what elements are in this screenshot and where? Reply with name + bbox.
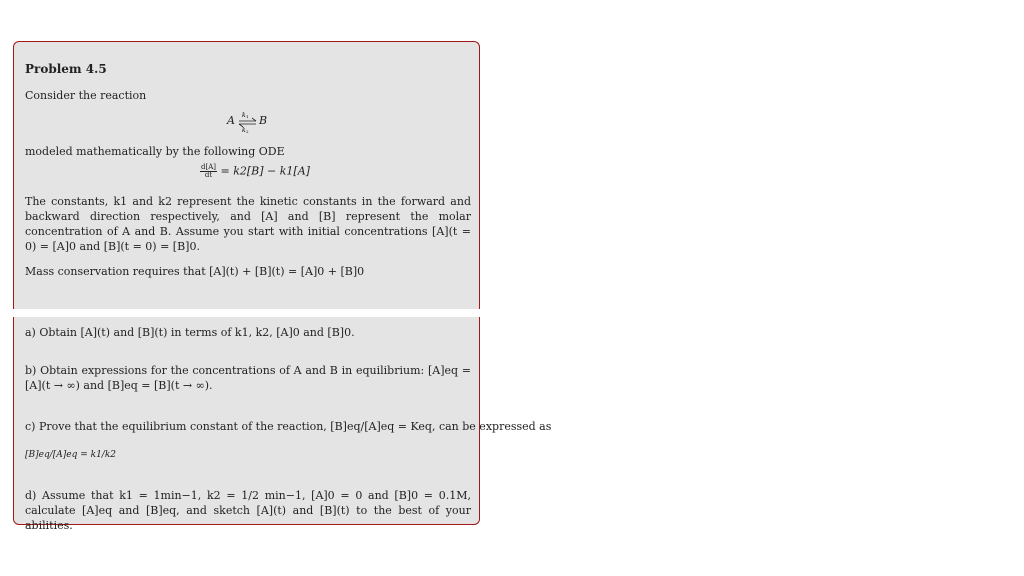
ode-fraction: $\frac{d[A]}{dt}$ [201,163,216,179]
question-c: c) Prove that the equilibrium constant of the reaction, [B]eq/[A]eq = Keq, can be expressed as [25,420,552,433]
questions-panel [13,317,552,532]
reaction-equation [227,109,267,137]
question-c-result: [B]eq/[A]eq = k1/k2 [25,450,117,460]
intro-text: Consider the reaction [25,89,147,102]
svg-text:2: 2 [246,129,249,133]
reactant-a: A [227,114,235,127]
equilibrium-arrow-icon [237,111,259,133]
problem-panel [13,41,480,309]
question-d: d) Assume that k1 = 1min−1, k2 = 1/2 min−1, [A]0 = 0 and [B]0 = 0.1M, calculate [A]eq and [B]eq, and sketch [A](t) and [B](t) to the best of your abilities. [25,489,471,532]
svg-text:1: 1 [246,114,249,119]
problem-title: Problem 4.5 [25,62,107,76]
ode-rhs: = k2[B] − k1[A] [220,164,310,178]
svg-text:k: k [242,127,246,133]
mass-conservation-text: Mass conservation requires that [A](t) + [B](t) = [A]0 + [B]0 [25,265,365,278]
question-a: a) Obtain [A](t) and [B](t) in terms of k1, k2, [A]0 and [B]0. [25,326,355,339]
svg-text:k: k [242,112,246,119]
constants-paragraph: The constants, k1 and k2 represent the kinetic constants in the forward and backward direction respectively, and [A] and [B] represent the molar concentration of A and B. Assume you start with initial concentrations [A](t = 0) = [A]0 and [B](t = 0) = [B]0. [25,195,471,253]
question-b: b) Obtain expressions for the concentrations of A and B in equilibrium: [A]eq = [A](t → ∞) and [B]eq = [B](t → ∞). [25,364,471,392]
product-b: B [259,114,268,127]
ode-equation [200,164,310,179]
ode-intro-text: modeled mathematically by the following ODE [25,145,285,158]
